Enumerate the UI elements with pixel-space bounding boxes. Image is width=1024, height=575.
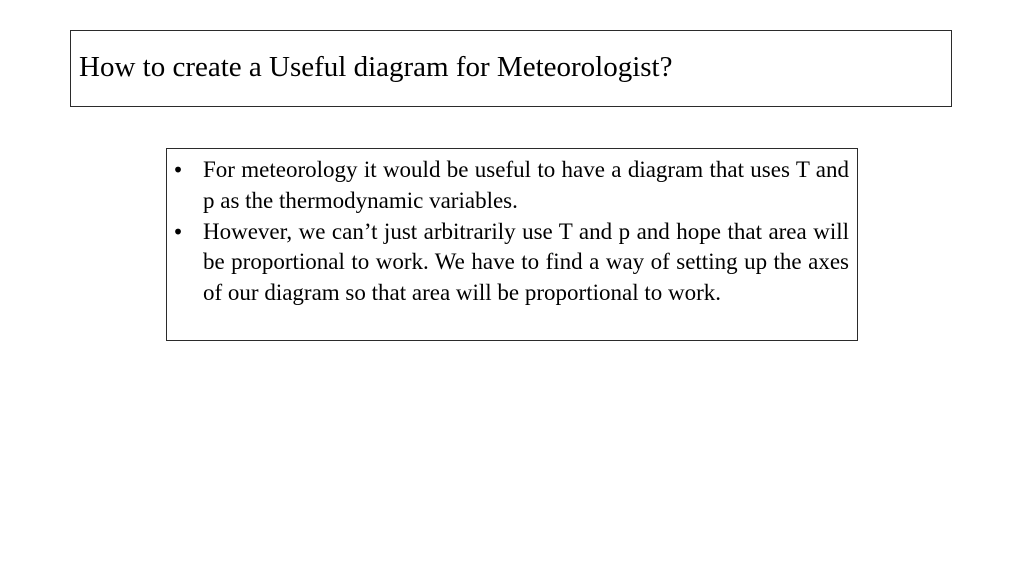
bullet-icon: • <box>172 219 184 244</box>
bullet-item <box>167 217 849 309</box>
slide-title-box <box>70 30 952 107</box>
slide-content-box <box>166 148 858 341</box>
bullet-list <box>167 155 849 309</box>
bullet-icon: • <box>172 158 184 182</box>
bullet-text: For meteorology it would be useful to have a diagram that uses T and p as the thermodynamic variables. <box>203 157 849 213</box>
bullet-item <box>167 155 849 217</box>
slide-title: How to create a Useful diagram for Meteorologist? <box>79 51 673 83</box>
bullet-text: However, we can’t just arbitrarily use T and p and hope that area will be proportional to work. We have to find a way of setting up the axes of our diagram so that area will be proportional to work. <box>203 218 849 306</box>
